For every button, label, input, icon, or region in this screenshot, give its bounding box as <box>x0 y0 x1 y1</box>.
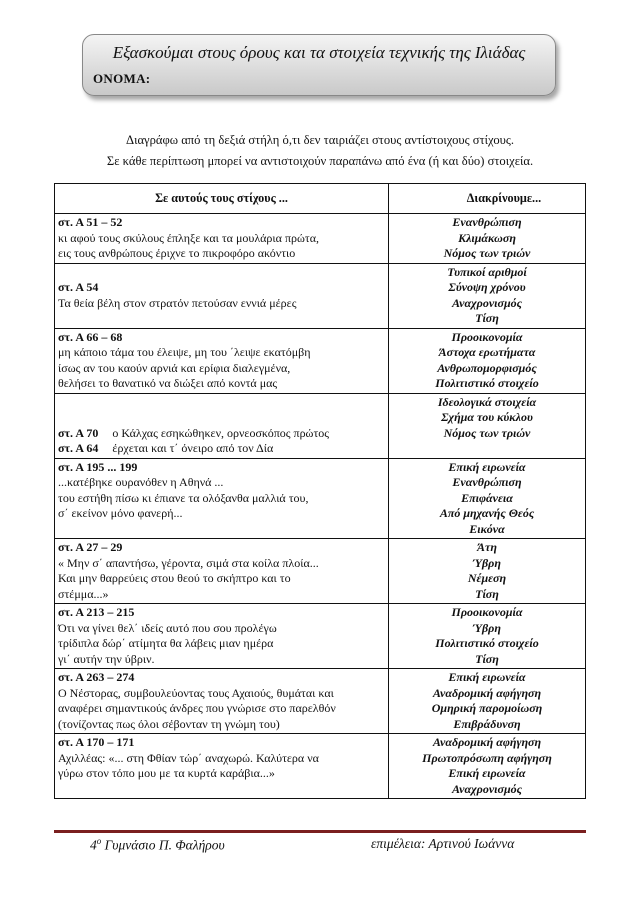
table-row <box>55 539 586 604</box>
verse-line: τρίδιπλα δώρ΄ ατίμητα θα λάβεις μιαν ημέρα <box>58 636 274 650</box>
terms-cell <box>389 539 586 604</box>
verse-reference <box>58 265 385 281</box>
table-row <box>55 669 586 734</box>
term-option[interactable]: Αναδρομική αφήγηση <box>432 685 542 700</box>
terms-cell <box>389 214 586 264</box>
instruction-line-1: Διαγράφω από τη δεξιά στήλη ό,τι δεν ταιριάζει στους αντίστοιχους στίχους. <box>125 133 515 147</box>
verse-line: Αχιλλέας: «... στη Φθίαν τώρ΄ αναχωρώ. Καλύτερα να <box>58 750 319 765</box>
verse-line: Και μην θαρρεύεις στου θεού το σκήπτρο και το <box>58 571 291 585</box>
instructions <box>60 130 580 172</box>
verse-cell <box>55 214 389 264</box>
term-option[interactable]: Ομηρική παρομοίωση <box>431 701 543 715</box>
verse-cell <box>55 393 389 458</box>
term-option[interactable]: Ύβρη <box>473 555 501 570</box>
term-option[interactable]: Αναχρονισμός <box>452 295 522 310</box>
title-box <box>82 34 556 96</box>
verse-reference: στ. Α 70 <box>58 425 99 440</box>
term-option[interactable]: Επική ειρωνεία <box>448 670 526 684</box>
term-option[interactable]: Τίση <box>475 651 499 666</box>
verse-line: εις τους ανθρώπους έριχνε το πικροφόρο ακόντιο <box>58 246 296 260</box>
instruction-line-2: Σε κάθε περίπτωση μπορεί να αντιστοιχούν παραπάνω από ένα (ή και δύο) στοιχεία. <box>106 154 534 168</box>
terms-cell <box>389 604 586 669</box>
term-option[interactable]: Από μηχανής Θεός <box>439 506 535 520</box>
term-option[interactable]: Τίση <box>475 311 499 325</box>
verse-text: ο Κάλχας εσηκώθηκεν, ορνεοσκόπος πρώτος <box>112 425 330 440</box>
term-option[interactable]: Τυπικοί αριθμοί <box>447 264 527 279</box>
verse-reference: στ. Α 64 <box>58 441 99 455</box>
term-option[interactable]: Προοικονομία <box>451 605 523 619</box>
terms-cell <box>389 328 586 393</box>
verse-spacer <box>58 395 385 411</box>
verse-line: Ο Νέστορας, συμβουλεύοντας τους Αχαιούς, θυμάται και <box>58 685 334 700</box>
verse-reference: στ. Α 51 – 52 <box>58 215 123 229</box>
term-option[interactable]: Επιφάνεια <box>461 490 513 505</box>
term-option[interactable]: Άστοχα ερωτήματα <box>438 345 536 359</box>
verse-cell <box>55 669 389 734</box>
verse-reference: στ. Α 66 – 68 <box>58 329 123 344</box>
term-option[interactable]: Πολιτιστικό στοιχείο <box>435 636 539 650</box>
verse-line: ίσως αν του καούν αρνιά και ερίφια διαλεγμένα, <box>58 360 291 375</box>
verse-line: γι΄ αυτήν την ύβριν. <box>58 651 155 666</box>
term-option[interactable]: Σύνοψη χρόνου <box>448 280 526 294</box>
verse-line: κι αφού τους σκύλους έπληξε και τα μουλάρια πρώτα, <box>58 230 319 245</box>
verse-reference: στ. Α 195 ... 199 <box>58 459 138 474</box>
verse-reference: στ. Α 213 – 215 <box>58 605 135 619</box>
table-row <box>55 604 586 669</box>
footer-divider <box>54 830 586 833</box>
verse-reference: στ. Α 170 – 171 <box>58 735 135 749</box>
verse-cell <box>55 734 389 799</box>
verse-line: στέμμα...» <box>58 586 109 601</box>
table-body <box>55 214 586 799</box>
verse-line: γύρω στον τόπο μου με τα κυρτά καράβια...» <box>58 766 275 780</box>
term-option[interactable]: Ενανθρώπιση <box>452 475 522 489</box>
verse-line: « Μην σ΄ απαντήσω, γέροντα, σιμά στα κοίλα πλοία... <box>58 555 319 570</box>
verse-line <box>58 426 385 442</box>
name-label: ΟΝΟΜΑ: <box>93 71 151 86</box>
term-option[interactable]: Ιδεολογικά στοιχεία <box>437 394 537 409</box>
term-option[interactable]: Αναδρομική αφήγηση <box>432 735 542 749</box>
verse-cell <box>55 539 389 604</box>
verse-line: σ΄ εκείνον μόνο φανερή... <box>58 506 183 520</box>
verse-line <box>58 441 385 457</box>
terms-cell <box>389 458 586 539</box>
col-header-verses: Σε αυτούς τους στίχους ... <box>55 184 389 214</box>
term-option[interactable]: Αναχρονισμός <box>452 781 522 796</box>
verse-line: μη κάποιο τάμα του έλειψε, μη του ΄λειψε εκατόμβη <box>58 345 311 359</box>
term-option[interactable]: Επιβράδυνση <box>453 716 521 731</box>
terms-cell <box>389 669 586 734</box>
table-header-row <box>55 184 586 214</box>
term-option[interactable]: Νέμεση <box>467 571 507 585</box>
verse-cell <box>55 604 389 669</box>
exercise-table <box>54 183 586 799</box>
term-option[interactable]: Νόμος των τριών <box>443 425 531 440</box>
verse-reference: στ. Α 27 – 29 <box>58 540 123 554</box>
table-row <box>55 734 586 799</box>
term-option[interactable]: Πρωτοπρόσωπη αφήγηση <box>422 750 552 765</box>
verse-line: ...κατέβηκε ουρανόθεν η Αθηνά ... <box>58 475 224 489</box>
term-option[interactable]: Κλιμάκωση <box>458 230 516 245</box>
term-option[interactable]: Σχήμα του κύκλου <box>441 410 533 424</box>
term-option[interactable]: Επική ειρωνεία <box>448 459 526 474</box>
table-row <box>55 328 586 393</box>
term-option[interactable]: Ανθρωπομορφισμός <box>437 360 537 375</box>
term-option[interactable]: Τίση <box>475 586 499 601</box>
term-option[interactable]: Επική ειρωνεία <box>448 766 526 780</box>
verse-text: έρχεται και τ΄ όνειρο από τον Δία <box>112 441 274 455</box>
footer-editor: επιμέλεια: Αρτινού Ιωάννα <box>371 836 515 851</box>
terms-cell <box>389 393 586 458</box>
table-row <box>55 214 586 264</box>
verse-line: (τονίζοντας πως όλοι σέβονταν τη γνώμη του) <box>58 716 280 731</box>
footer-school-ordinal: ο <box>96 836 102 846</box>
verse-spacer <box>58 410 385 426</box>
table-row <box>55 458 586 539</box>
terms-cell <box>389 263 586 328</box>
verse-cell <box>55 263 389 328</box>
verse-line: Ότι να γίνει θελ΄ ιδείς αυτό που σου προλέγω <box>58 620 277 635</box>
terms-cell <box>389 734 586 799</box>
term-option[interactable]: Νόμος των τριών <box>443 246 531 260</box>
footer-school <box>90 836 225 854</box>
verse-line: θελήσει το θανατικό να διώξει από κοντά μας <box>58 376 278 390</box>
table-row <box>55 263 586 328</box>
footer-school-number: 4 <box>90 837 97 853</box>
verse-reference: στ. Α 263 – 274 <box>58 670 135 684</box>
worksheet-title: Εξασκούμαι στους όρους και τα στοιχεία τεχνικής της Ιλιάδας <box>112 43 526 62</box>
col-header-terms <box>389 184 586 214</box>
verse-line: του εστήθη πίσω κι έπιανε τα ολόξανθα μαλλιά του, <box>58 490 309 505</box>
verse-cell <box>55 328 389 393</box>
table-row <box>55 393 586 458</box>
verse-line: Τα θεία βέλη στον στρατόν πετούσαν εννιά μέρες <box>58 295 297 310</box>
term-option[interactable]: Άτη <box>477 540 497 554</box>
verse-cell <box>55 458 389 539</box>
term-option[interactable]: Ύβρη <box>473 620 501 635</box>
term-option[interactable]: Εικόνα <box>469 521 505 536</box>
term-option[interactable]: Προοικονομία <box>451 329 523 344</box>
footer-school-name: Γυμνάσιο Π. Φαλήρου <box>104 837 225 853</box>
verse-line: αναφέρει σημαντικούς άνδρες που γνώρισε στο παρελθόν <box>58 701 336 715</box>
term-option[interactable]: Ενανθρώπιση <box>452 215 522 229</box>
col-header-terms-label: Διακρίνουμε... <box>466 190 542 205</box>
term-option[interactable]: Πολιτιστικό στοιχείο <box>435 376 539 390</box>
verse-reference: στ. Α 54 <box>58 280 99 294</box>
